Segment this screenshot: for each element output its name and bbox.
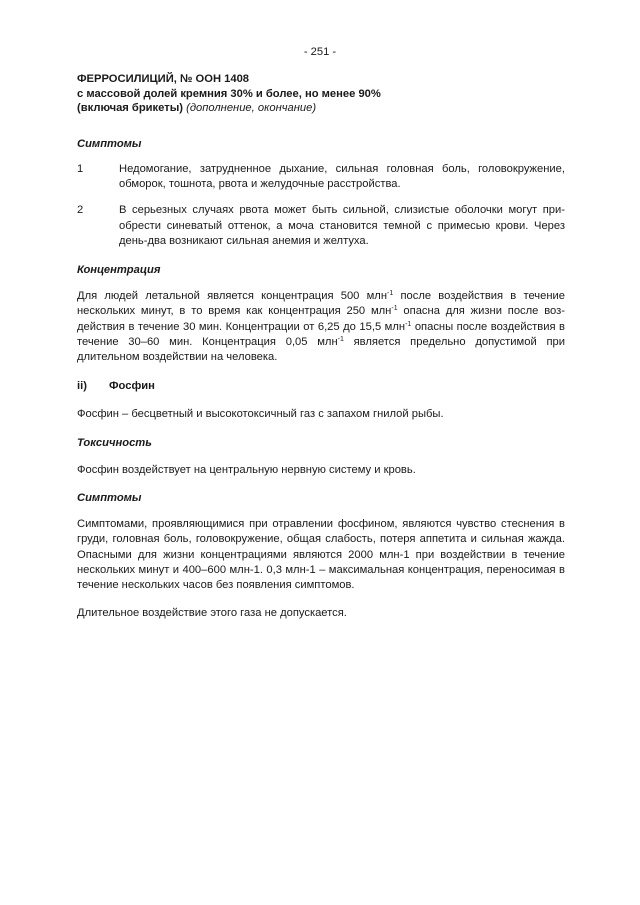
list-item-text: Недомогание, затрудненное дыхание, сильная головная боль, головокружение, обморок, тошнота, рвота и желудочные расстройства. <box>119 162 565 191</box>
title-line-2: с массовой долей кремния 30% и более, но менее 90% <box>77 87 381 100</box>
superscript: -1 <box>337 335 344 343</box>
phosphine-description: Фосфин – бесцветный и высокотоксичный газ с запахом гнилой рыбы. <box>77 408 444 421</box>
section-number: ii) <box>77 380 87 393</box>
list-item-text: В серьезных случаях рвота может быть сильной, слизистые оболочки могут приобрести синеватый оттенок, а моча становится темной с примесью крови. Через день-два возникают сильная анемия и желтуха. <box>119 204 565 247</box>
symptoms-paragraph: Симптомами, проявляющимися при отравлении фосфином, являются чувство стеснения в груди, головная боль, головокружение, общая слабость, потеря аппетита и сильная жажда. Опасными для жизни концентрациями являются 2000 млн-1 при воздействии в течение нескольких минут и 400–600 млн-1. 0,3 млн-1 – максимальная концентрация, переносимая в течение нескольких часов без появления симптомов. <box>77 518 565 592</box>
list-item <box>77 162 565 192</box>
section-title: Фосфин <box>109 380 155 393</box>
toxicity-text: Фосфин воздействует на центральную нервную систему и кровь. <box>77 463 416 476</box>
final-paragraph: Длительное воздействие этого газа не допускается. <box>77 607 347 620</box>
title-line-3: (включая брикеты) <box>77 102 183 115</box>
title-note: (дополнение, окончание) <box>186 102 317 115</box>
section-heading-symptoms: Симптомы <box>77 492 142 505</box>
superscript: -1 <box>391 305 398 313</box>
superscript: -1 <box>405 320 412 328</box>
list-item-number: 2 <box>77 204 84 217</box>
superscript: -1 <box>387 290 394 298</box>
list-item-number: 1 <box>77 162 84 175</box>
concentration-paragraph: Для людей летальной является концентрация 500 млн$^{-1}$ после воздействия в течение нескольких минут, в то время как концентрация 250 млн$^{-1}$ опасна для жизни после воздействия в течение 30 мин. Концентрации от 6,25 до 15,5 млн$^{-1}$ опасны после воздействия в течение 30–60 мин. Концентрация 0,05 млн$^{-1}$ является предельно допустимой при длительном воздействии на человека. <box>77 290 565 364</box>
list-item <box>77 203 565 249</box>
section-heading-toxicity: Токсичность <box>77 436 152 449</box>
page-number: - 251 - <box>303 46 337 58</box>
title-line-1: ФЕРРОСИЛИЦИЙ, № ООН 1408 <box>77 73 250 85</box>
section-heading-concentration: Концентрация <box>77 264 161 276</box>
section-heading-symptoms: Симптомы <box>77 137 142 150</box>
page-content <box>77 72 565 621</box>
document-title <box>77 72 565 116</box>
section-heading-phosphine <box>77 379 565 394</box>
